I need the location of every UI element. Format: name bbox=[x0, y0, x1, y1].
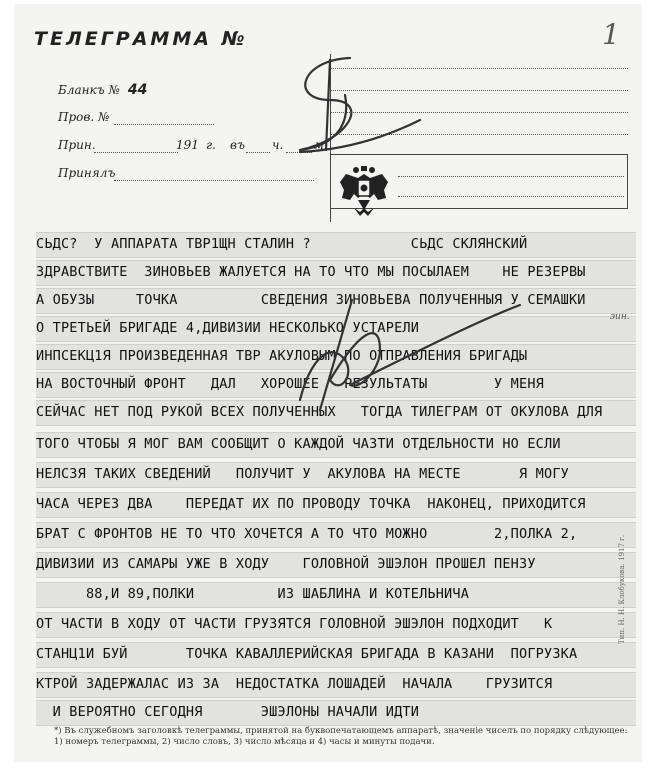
address-box-top bbox=[330, 154, 628, 155]
tape-line: ИНПСЕКЦ1Я ПРОИЗВЕДЕННАЯ ТВР АКУЛОВЫМ ПО ОТПРАВЛЕНИЯ БРИГАДЫ bbox=[36, 344, 636, 370]
tape-line: И ВЕРОЯТНО СЕГОДНЯ ЭШЭЛОНЫ НАЧАЛИ ИДТИ bbox=[36, 700, 636, 726]
telegram-title: ТЕЛЕГРАММА № bbox=[34, 28, 248, 50]
prin-year: 191 bbox=[176, 138, 199, 152]
service-line-2 bbox=[330, 90, 628, 91]
double-headed-eagle-icon bbox=[338, 164, 390, 220]
tape-line: О ТРЕТЬЕЙ БРИГАДЕ 4,ДИВИЗИИ НЕСКОЛЬКО УСТАРЕЛИ bbox=[36, 316, 636, 342]
prov-label: Пров. № bbox=[58, 110, 110, 124]
tape-line: БРАТ С ФРОНТОВ НЕ ТО ЧТО ХОЧЕТСЯ А ТО ЧТО МОЖНО 2,ПОЛКА 2, bbox=[36, 522, 636, 548]
prin-g: г. bbox=[206, 138, 216, 152]
prin-day-dotted-line bbox=[94, 152, 178, 153]
tape-line: СТАНЦ1И БУЙ ТОЧКА КАВАЛЛЕРИЙСКАЯ БРИГАДА В КАЗАНИ ПОГРУЗКА bbox=[36, 642, 636, 668]
side-note: эин. bbox=[610, 312, 630, 322]
prin-hour-dotted-line bbox=[246, 152, 270, 153]
tape-line: ДИВИЗИИ ИЗ САМАРЫ УЖЕ В ХОДУ ГОЛОВНОЙ ЭШЭЛОН ПРОШЕЛ ПЕНЗУ bbox=[36, 552, 636, 578]
page-number: 1 bbox=[602, 18, 620, 51]
tape-line: ЗДРАВСТВИТЕ ЗИНОВЬЕВ ЖАЛУЕТСЯ НА ТО ЧТО МЫ ПОСЫЛАЕМ НЕ РЕЗЕРВЫ bbox=[36, 260, 636, 286]
tape-line: 88,И 89,ПОЛКИ ИЗ ШАБЛИНА И КОТЕЛЬНИЧА bbox=[36, 582, 636, 608]
address-line-1 bbox=[398, 176, 624, 177]
tape-line: НЕЛСЗЯ ТАКИХ СВЕДЕНИЙ ПОЛУЧИТ У АКУЛОВА НА МЕСТЕ Я МОГУ bbox=[36, 462, 636, 488]
tape-line: НА ВОСТОЧНЫЙ ФРОНТ ДАЛ ХОРОШЕЕ РЕЗУЛЬТАТЫ У МЕНЯ bbox=[36, 372, 636, 398]
prin-ch: ч. bbox=[272, 138, 284, 152]
prin-label: Прин. bbox=[58, 138, 96, 152]
tape-line: ТОГО ЧТОБЫ Я МОГ ВАМ СООБЩИТ О КАЖДОЙ ЧАЗТИ ОТДЕЛЬНОСТИ НО ЕСЛИ bbox=[36, 432, 636, 458]
service-line-4 bbox=[330, 134, 628, 135]
tape-line: ЧАСА ЧЕРЕЗ ДВА ПЕРЕДАТ ИХ ПО ПРОВОДУ ТОЧКА НАКОНЕЦ, ПРИХОДИТСЯ bbox=[36, 492, 636, 518]
prin-v: въ bbox=[230, 138, 245, 152]
prin-minute-dotted-line bbox=[286, 152, 312, 153]
footnote: *) Въ служебномъ заголовкѣ телеграммы, принятой на буквопечатающемъ аппаратѣ, значеніе чиселъ по порядку слѣдующее: 1) номеръ телеграммы, 2) число словъ, 3) число мѣсяца и 4) часы и минуты подачи. bbox=[54, 726, 628, 747]
prin-m: м. bbox=[314, 138, 328, 152]
blank-label: Бланкъ № bbox=[58, 83, 120, 97]
service-line-1 bbox=[330, 68, 628, 69]
blank-value: 44 bbox=[127, 82, 148, 98]
blank-field bbox=[58, 82, 147, 98]
tape-line: А ОБУЗЫ ТОЧКА СВЕДЕНИЯ ЗИНОВЬЕВА ПОЛУЧЕННЫЯ У СЕМАШКИ bbox=[36, 288, 636, 314]
tape-line: ОТ ЧАСТИ В ХОДУ ОТ ЧАСТИ ГРУЗЯТСЯ ГОЛОВНОЙ ЭШЭЛОН ПОДХОДИТ К bbox=[36, 612, 636, 638]
prinyal-field bbox=[58, 166, 115, 180]
tape-line: СЕЙЧАС НЕТ ПОД РУКОЙ ВСЕХ ПОЛУЧЕННЫХ ТОГДА ТИЛЕГРАМ ОТ ОКУЛОВА ДЛЯ bbox=[36, 400, 636, 426]
prinyal-label: Принялъ bbox=[58, 166, 116, 180]
service-line-3 bbox=[330, 112, 628, 113]
prinyal-dotted-line bbox=[114, 180, 314, 181]
tape-line: СЬДС? У АППАРАТА ТВР1ЩН СТАЛИН ? СЬДС СКЛЯНСКИЙ bbox=[36, 232, 636, 258]
tape-line: КТРОЙ ЗАДЕРЖАЛАС ИЗ ЗА НЕДОСТАТКА ЛОШАДЕЙ НАЧАЛА ГРУЗИТСЯ bbox=[36, 672, 636, 698]
prov-field bbox=[58, 110, 109, 124]
telegram-sheet bbox=[14, 4, 642, 762]
prov-dotted-line bbox=[114, 124, 214, 125]
address-line-2 bbox=[398, 196, 624, 197]
prin-field bbox=[58, 138, 96, 152]
printer-imprint: Тип. Н. Н. Клобукова. 1917 г. bbox=[618, 534, 626, 644]
address-box-right bbox=[627, 154, 628, 209]
header-divider bbox=[330, 54, 331, 222]
